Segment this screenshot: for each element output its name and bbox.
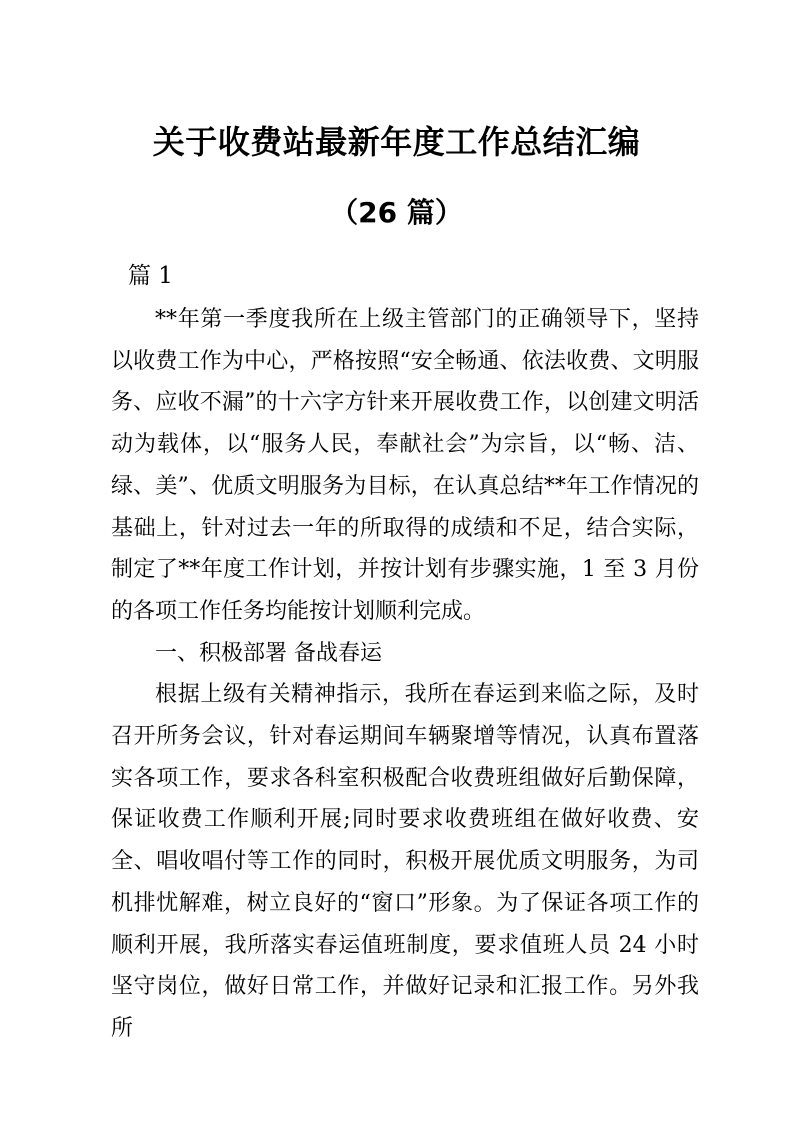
section-heading: 一、积极部署 备战春运 (155, 640, 382, 666)
document-body (111, 299, 699, 1050)
paragraph-1: **年第一季度我所在上级主管部门的正确领导下，坚持以收费工作为中心，严格按照“安全畅通、依法收费、文明服务、应收不漏”的十六字方针来开展收费工作，以创建文明活动为载体，以“服务人民，奉献社会”为宗旨，以“畅、洁、绿、美”、优质文明服务为目标，在认真总结**年工作情况的基础上，针对过去一年的所取得的成绩和不足，结合实际，制定了**年度工作计划，并按计划有步骤实施，1 至 3 月份的各项工作任务均能按计划顺利完成。 (111, 307, 699, 624)
section-label: 篇 1 (128, 263, 173, 289)
document-title: 关于收费站最新年度工作总结汇编 (152, 123, 641, 161)
paragraph-2: 根据上级有关精神指示，我所在春运到来临之际，及时召开所务会议，针对春运期间车辆聚增等情况，认真布置落实各项工作，要求各科室积极配合收费班组做好后勤保障，保证收费工作顺利开展;同时要求收费班组在做好收费、安全、唱收唱付等工作的同时，积极开展优质文明服务，为司机排忧解难，树立良好的“窗口”形象。为了保证各项工作的顺利开展，我所落实春运值班制度，要求值班人员 24 小时坚守岗位，做好日常工作，并做好记录和汇报工作。另外我所 (111, 682, 699, 1041)
document-subtitle: （26 篇） (330, 196, 463, 229)
